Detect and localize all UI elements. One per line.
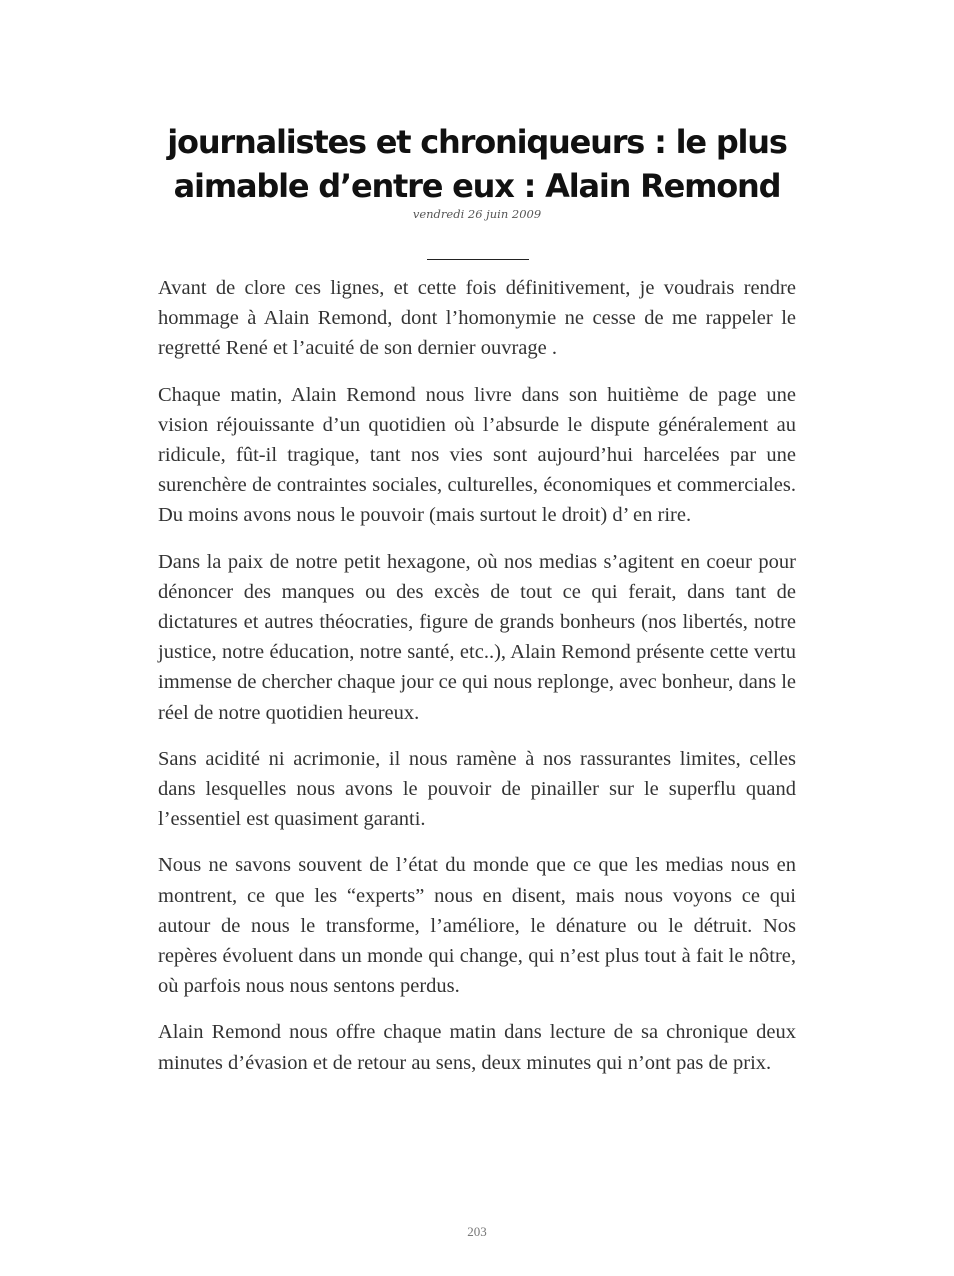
paragraph: Avant de clore ces lignes, et cette fois définitivement, je voudrais rendre hommage à Alain Remond, dont l’homonymie ne cesse de me rappeler le regretté René et l’acuité de son dernier ouvrage . xyxy=(158,277,796,360)
page-number: 203 xyxy=(467,1224,487,1239)
title-divider xyxy=(427,259,529,260)
paragraph: Dans la paix de notre petit hexagone, où nos medias s’agitent en coeur pour dénoncer des manques ou des excès de tout ce qui ferait, dans tant de dictatures et autres théocraties, figure de grands bonheurs (nos libertés, notre justice, notre éducation, notre santé, etc..), Alain Remond présente cette vertu immense de chercher chaque jour ce qui nous replonge, avec bonheur, dans le réel de notre quotidien heureux. xyxy=(158,550,796,724)
article-title: journalistes et chroniqueurs : le plus aimable d’entre eux : Alain Remond xyxy=(167,123,787,205)
paragraph: Alain Remond nous offre chaque matin dans lecture de sa chronique deux minutes d’évasion et de retour au sens, deux minutes qui n’ont pas de prix. xyxy=(158,1021,796,1074)
article-body xyxy=(158,273,796,1094)
paragraph: Nous ne savons souvent de l’état du monde que ce que les medias nous en montrent, ce que les “experts” nous en disent, mais nous voyons ce qui autour de nous le transforme, l’améliore, le dénature ou le détruit. Nos repères évoluent dans un monde qui change, qui n’est plus tout à fait le nôtre, où parfois nous nous sentons perdus. xyxy=(158,854,796,998)
article-date: vendredi 26 juin 2009 xyxy=(412,207,542,221)
paragraph: Chaque matin, Alain Remond nous livre dans son huitième de page une vision réjouissante d’un quotidien où l’absurde le dispute généralement au ridicule, fût-il tragique, tant nos vies sont aujourd’hui harcelées par une surenchère de contraintes sociales, culturelles, économiques et commerciales. Du moins avons nous le pouvoir (mais surtout le droit) d’ en rire. xyxy=(158,383,796,527)
paragraph: Sans acidité ni acrimonie, il nous ramène à nos rassurantes limites, celles dans lesquelles nous avons le pouvoir de pinailler sur le superflu quand l’essentiel est quasiment garanti. xyxy=(158,747,796,831)
